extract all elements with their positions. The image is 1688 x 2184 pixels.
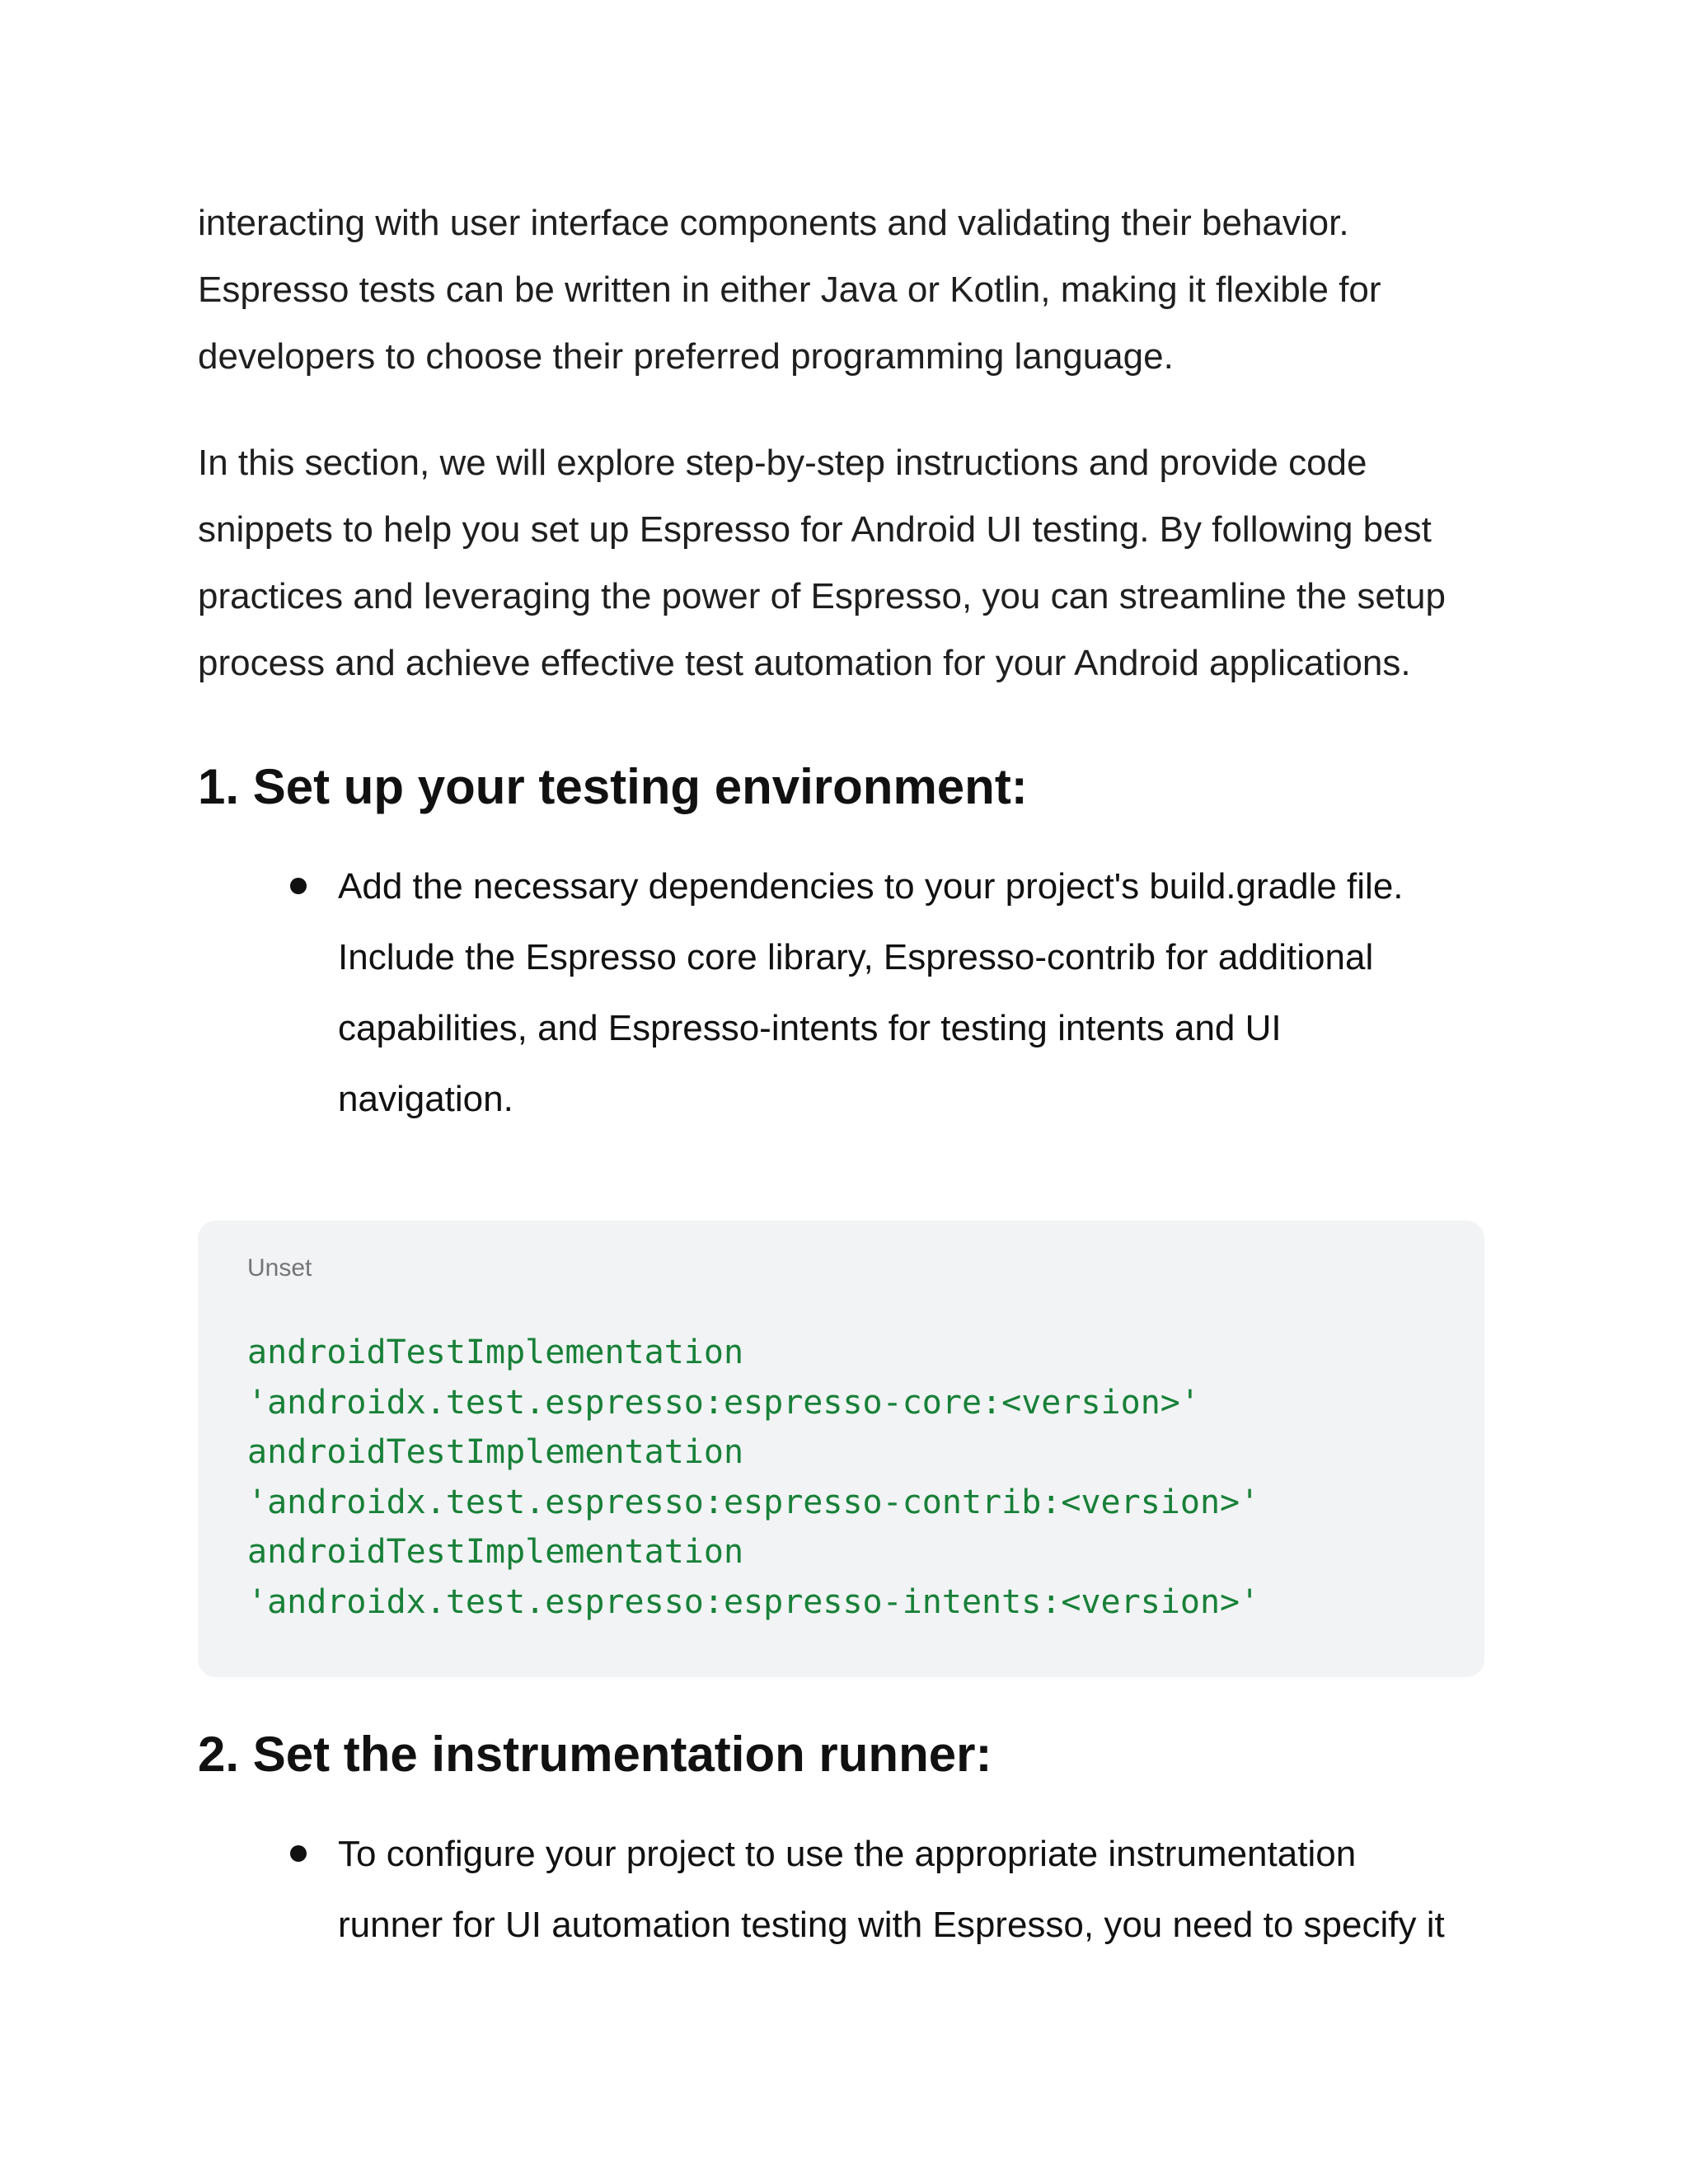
bullet-line: Add the necessary dependencies to your project's build.gradle file. bbox=[338, 866, 1404, 907]
bullet-line: runner for UI automation testing with Espresso, you need to specify it bbox=[338, 1905, 1445, 1945]
code-content[interactable] bbox=[247, 1328, 1435, 1627]
section-1-heading: 1. Set up your testing environment: bbox=[198, 759, 1028, 814]
paragraph-line: snippets to help you set up Espresso for Android UI testing. By following best bbox=[198, 509, 1432, 550]
section-2-heading: 2. Set the instrumentation runner: bbox=[198, 1727, 992, 1782]
bullet-icon bbox=[290, 878, 307, 894]
section-2-bullet-list bbox=[198, 1819, 1500, 1961]
intro-paragraph-1 bbox=[198, 190, 1500, 390]
code-line: androidTestImplementation bbox=[247, 1433, 744, 1471]
paragraph-line: In this section, we will explore step-by-step instructions and provide code bbox=[198, 443, 1367, 483]
paragraph-line: Espresso tests can be written in either Java or Kotlin, making it flexible for bbox=[198, 269, 1381, 310]
paragraph-line: practices and leveraging the power of Espresso, you can streamline the setup bbox=[198, 576, 1446, 616]
code-language-label: Unset bbox=[247, 1254, 312, 1282]
paragraph-line: interacting with user interface components and validating their behavior. bbox=[198, 203, 1349, 243]
bullet-line: capabilities, and Espresso-intents for testing intents and UI bbox=[338, 1008, 1282, 1048]
code-line: 'androidx.test.espresso:espresso-contrib:<version>' bbox=[247, 1483, 1260, 1521]
list-item bbox=[338, 1819, 1500, 1961]
code-line: 'androidx.test.espresso:espresso-intents:<version>' bbox=[247, 1582, 1260, 1621]
code-block[interactable] bbox=[198, 1221, 1484, 1677]
intro-paragraph-2 bbox=[198, 429, 1500, 696]
code-line: androidTestImplementation bbox=[247, 1333, 744, 1371]
paragraph-line: developers to choose their preferred programming language. bbox=[198, 336, 1174, 377]
bullet-line: Include the Espresso core library, Espresso-contrib for additional bbox=[338, 937, 1374, 977]
bullet-line: To configure your project to use the appropriate instrumentation bbox=[338, 1834, 1357, 1874]
list-item bbox=[338, 851, 1500, 1135]
paragraph-line: process and achieve effective test automation for your Android applications. bbox=[198, 643, 1411, 683]
document-page bbox=[198, 190, 1500, 1961]
section-1-bullet-list bbox=[198, 851, 1500, 1135]
bullet-icon bbox=[290, 1845, 307, 1862]
code-line: 'androidx.test.espresso:espresso-core:<version>' bbox=[247, 1383, 1200, 1422]
code-line: androidTestImplementation bbox=[247, 1533, 744, 1571]
bullet-line: navigation. bbox=[338, 1079, 513, 1119]
